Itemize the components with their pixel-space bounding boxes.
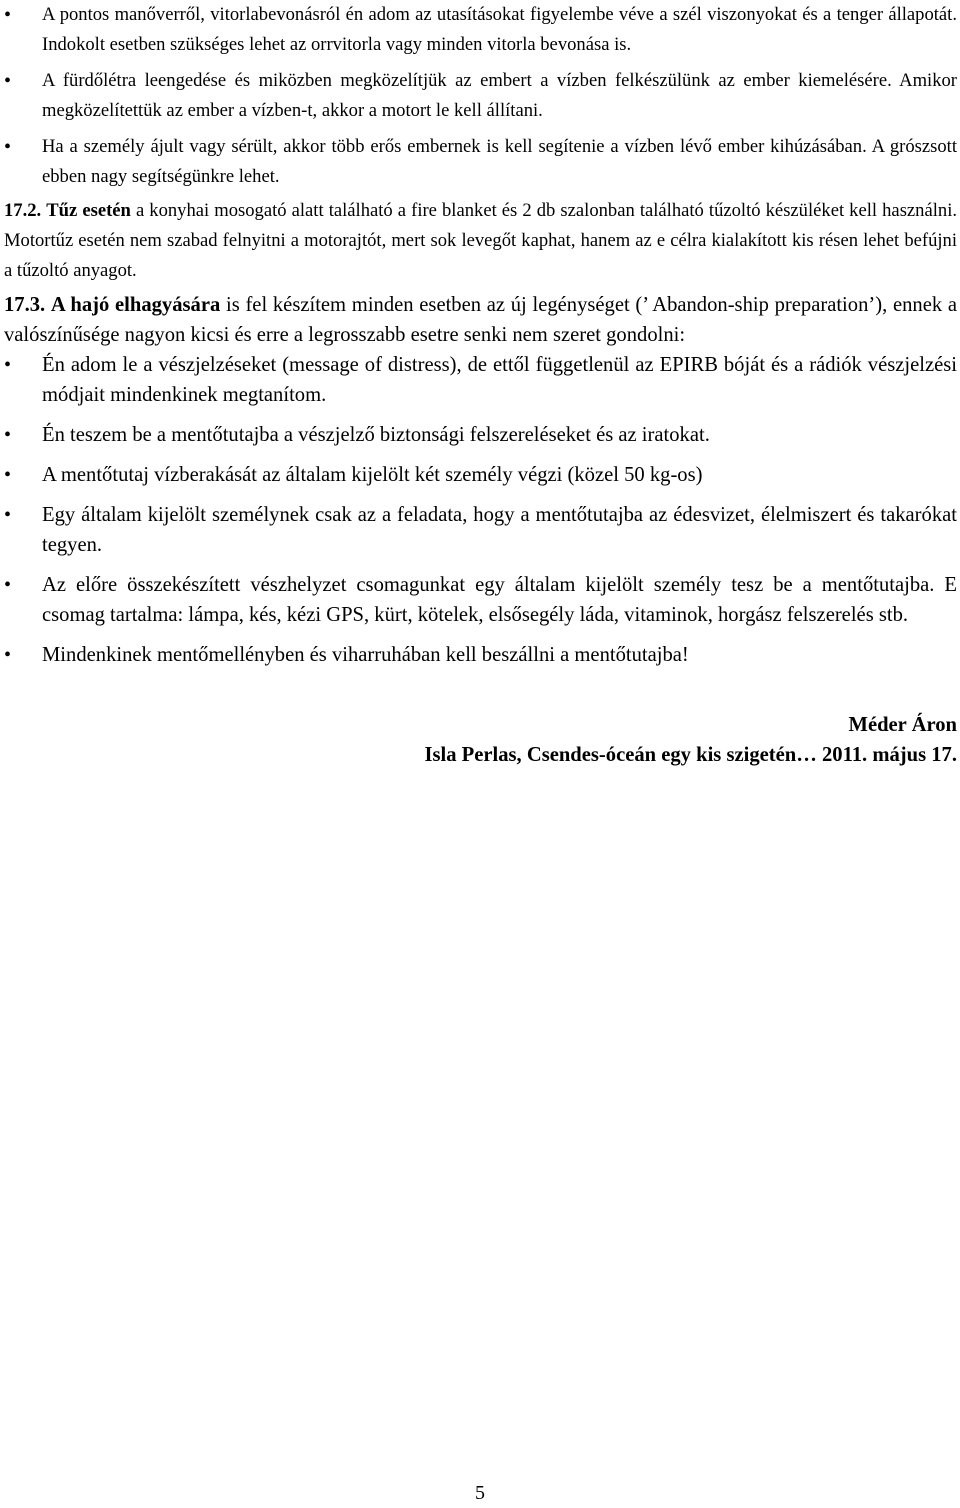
section-17-2	[4, 196, 957, 286]
bullet-list-top	[4, 0, 957, 192]
list-item	[4, 640, 957, 670]
list-item	[4, 420, 957, 450]
bullet-list-bottom	[4, 350, 957, 670]
bullet-icon: •	[4, 574, 12, 596]
bullet-icon: •	[4, 504, 12, 526]
section-number: 17.3.	[4, 294, 46, 316]
list-item-text: Én teszem be a mentőtutajba a vészjelző biztonsági felszereléseket és az iratokat.	[42, 424, 710, 446]
list-item	[4, 460, 957, 490]
list-item-text: Mindenkinek mentőmellényben és viharruhában kell beszállni a mentőtutajba!	[42, 644, 689, 666]
list-item	[4, 350, 957, 410]
document-page	[4, 0, 957, 770]
page-number: 5	[475, 1482, 485, 1504]
list-item	[4, 0, 957, 60]
bullet-icon: •	[4, 464, 12, 486]
list-item-text: A mentőtutaj vízberakását az általam kijelölt két személy végzi (közel 50 kg-os)	[42, 464, 703, 486]
list-item-text: Ha a személy ájult vagy sérült, akkor több erős embernek is kell segítenie a vízben lévő ember kihúzásában. A grószsott ebben nagy segítségünkre lehet.	[42, 136, 957, 187]
bullet-icon: •	[4, 424, 12, 446]
list-item-text: Én adom le a vészjelzéseket (message of distress), de ettől függetlenül az EPIRB bóját és a rádiók vészjelzési módjait mindenkinek megtanítom.	[42, 354, 957, 406]
place-date: Isla Perlas, Csendes-óceán egy kis szigetén… 2011. május 17.	[424, 744, 957, 766]
list-item-text: A fürdőlétra leengedése és miközben megközelítjük az embert a vízben felkészülünk az ember kiemelésére. Amikor megközelítettük az ember a vízben-t, akkor a motort le kell állítani.	[42, 70, 957, 121]
bullet-icon: •	[4, 644, 12, 666]
list-item	[4, 66, 957, 126]
section-heading: A hajó elhagyására	[50, 294, 221, 316]
section-heading: Tűz esetén	[46, 200, 131, 221]
list-item-text: Az előre összekészített vészhelyzet csomagunkat egy általam kijelölt személy tesz be a mentőtutajba. E csomag tartalma: lámpa, kés, kézi GPS, kürt, kötelek, elsősegély láda, vitaminok, horgász felszerelés stb.	[42, 574, 957, 626]
bullet-icon: •	[4, 4, 12, 26]
section-17-3	[4, 290, 957, 350]
list-item	[4, 570, 957, 630]
list-item-text: Egy általam kijelölt személynek csak az a feladata, hogy a mentőtutajba az édesvizet, élelmiszert és takarókat tegyen.	[42, 504, 957, 556]
list-item-text: A pontos manőverről, vitorlabevonásról én adom az utasításokat figyelembe véve a szél viszonyokat és a tenger állapotát. Indokolt esetben szükséges lehet az orrvitorla vagy minden vitorla bevonása is.	[42, 4, 957, 55]
author-name: Méder Áron	[848, 714, 957, 736]
section-number: 17.2.	[4, 200, 42, 221]
bullet-icon: •	[4, 70, 12, 92]
section-text: is fel készítem minden esetben az új legénységet (’ Abandon-ship preparation’), ennek a valószínűsége nagyon kicsi és erre a legrosszabb esetre senki nem szeret gondolni:	[4, 294, 957, 346]
section-text: a konyhai mosogató alatt található a fire blanket és 2 db szalonban található tűzoltó készüléket kell használni. Motortűz esetén nem szabad felnyitni a motorajtót, mert sok levegőt kaphat, hanem az e célra kialakított kis résen lehet befújni a tűzoltó anyagot.	[4, 200, 958, 281]
bullet-icon: •	[4, 136, 12, 158]
list-item	[4, 500, 957, 560]
bullet-icon: •	[4, 354, 12, 376]
signature-block	[4, 710, 957, 770]
list-item	[4, 132, 957, 192]
